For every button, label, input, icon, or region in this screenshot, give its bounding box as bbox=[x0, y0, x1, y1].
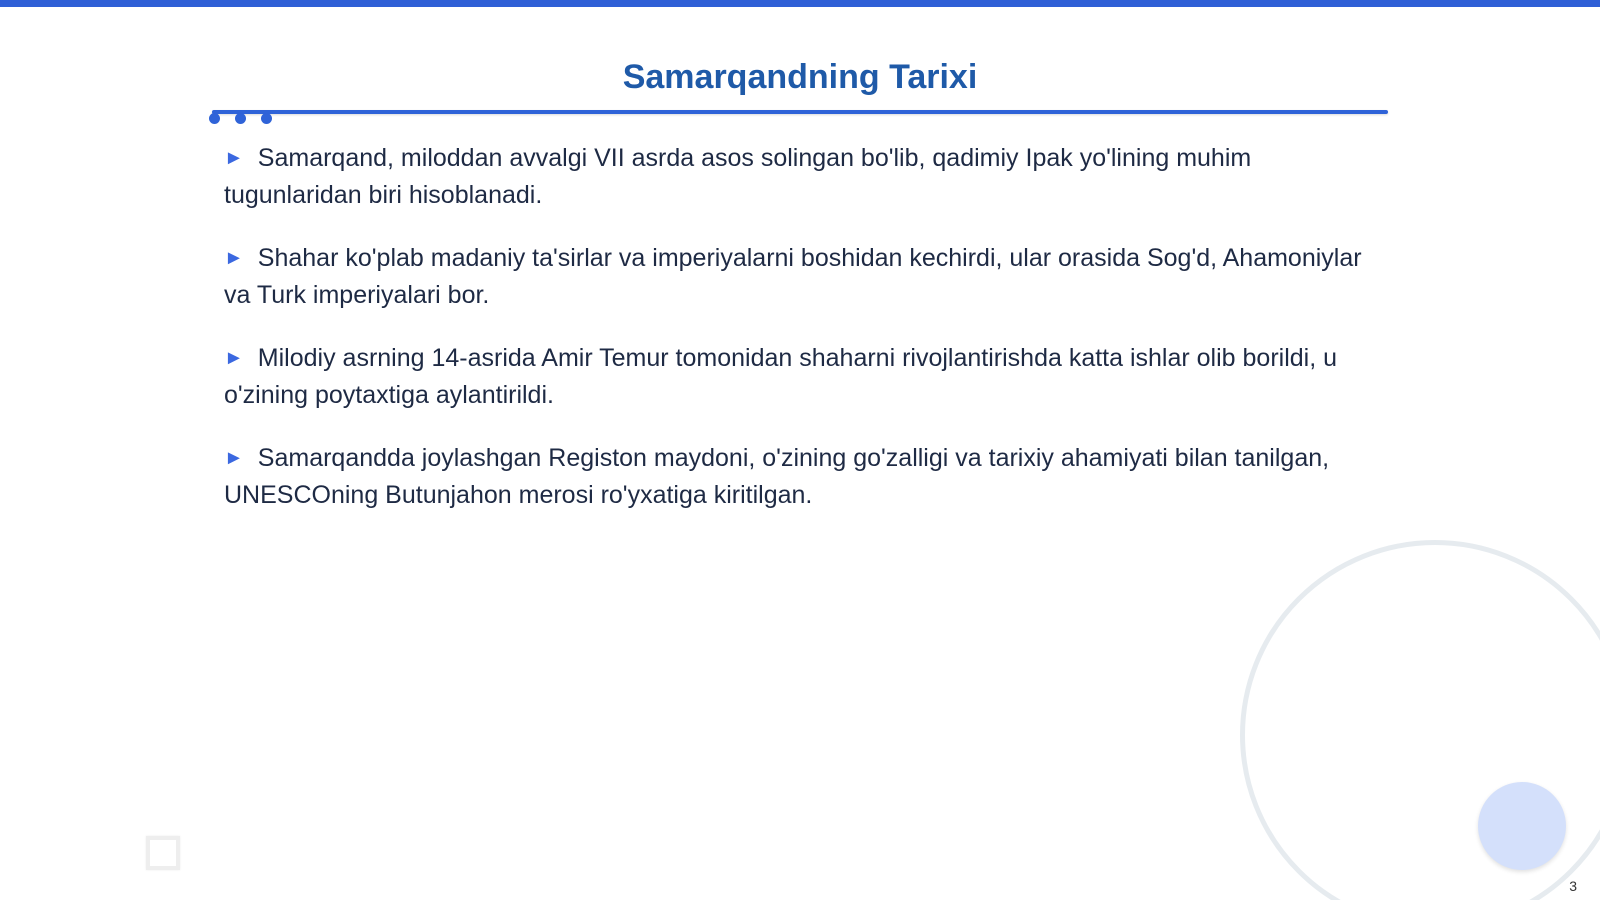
bullet-arrow-icon: ► bbox=[224, 347, 244, 369]
bullet-text: Samarqandda joylashgan Registon maydoni, o'zining go'zalligi va tarixiy ahamiyati bilan tanilgan, UNESCOning Butunjahon merosi ro'yxatiga kiritilgan. bbox=[224, 444, 1330, 509]
bullet-text: Samarqand, miloddan avvalgi VII asrda asos solingan bo'lib, qadimiy Ipak yo'lining muhim tugunlaridan biri hisoblanadi. bbox=[224, 144, 1252, 209]
bullet-item bbox=[224, 140, 1364, 214]
bullet-text: Milodiy asrning 14-asrida Amir Temur tomonidan shaharni rivojlantirishda katta ishlar olib borildi, u o'zining poytaxtiga aylantirildi. bbox=[224, 344, 1338, 409]
bullet-text: Shahar ko'plab madaniy ta'sirlar va imperiyalarni boshidan kechirdi, ular orasida Sog'd, Ahamoniylar va Turk imperiyalari bor. bbox=[224, 244, 1362, 309]
bullet-arrow-icon: ► bbox=[224, 147, 244, 169]
bullet-item bbox=[224, 440, 1364, 514]
title-underline bbox=[212, 110, 1388, 114]
page-number: 3 bbox=[1569, 878, 1577, 894]
top-accent-bar bbox=[0, 0, 1600, 7]
decorative-circle bbox=[1478, 782, 1566, 870]
bullet-list bbox=[224, 140, 1364, 540]
slide-title: Samarqandning Tarixi bbox=[622, 58, 978, 96]
decorative-square bbox=[146, 836, 180, 870]
bullet-arrow-icon: ► bbox=[224, 447, 244, 469]
bullet-item bbox=[224, 340, 1364, 414]
decorative-dot bbox=[235, 113, 246, 124]
decorative-dot bbox=[209, 113, 220, 124]
decorative-dot bbox=[261, 113, 272, 124]
bullet-arrow-icon: ► bbox=[224, 247, 244, 269]
bullet-item bbox=[224, 240, 1364, 314]
